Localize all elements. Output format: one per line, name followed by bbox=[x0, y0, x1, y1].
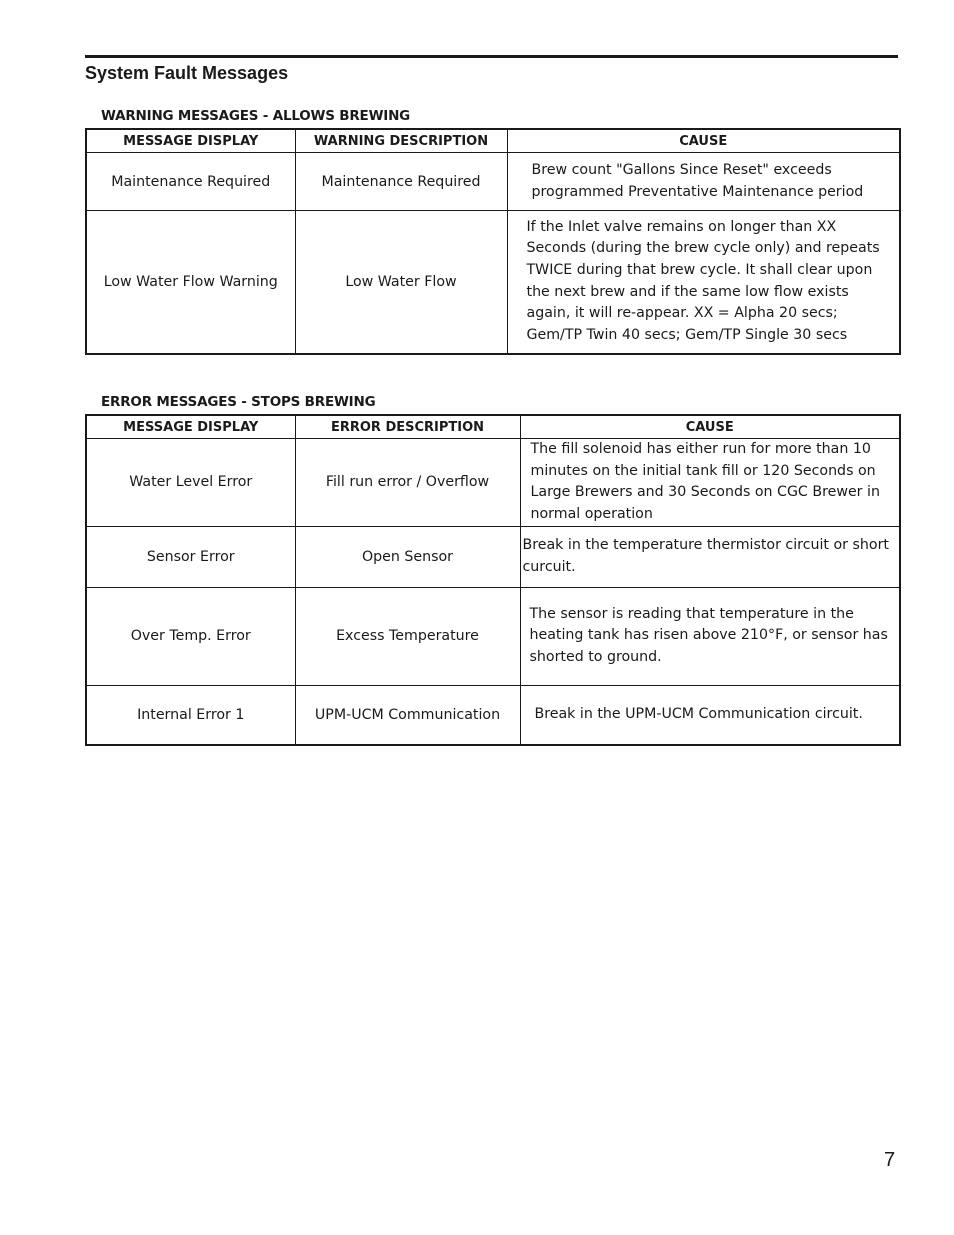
table-row bbox=[86, 439, 900, 527]
description-cell: Excess Temperature bbox=[295, 587, 520, 685]
cause-cell: If the Inlet valve remains on longer than XX Seconds (during the brew cycle only) and repeats TWICE during that brew cycle. It shall clear upon the next brew and if the same low flow exists again, it will re-appear. XX = Alpha 20 secs; Gem/TP Twin 40 secs; Gem/TP Single 30 secs bbox=[507, 211, 900, 354]
warning-messages-table bbox=[85, 128, 901, 355]
column-header-message-display: MESSAGE DISPLAY bbox=[86, 129, 295, 153]
cause-cell: The sensor is reading that temperature in the heating tank has risen above 210°F, or sensor has shorted to ground. bbox=[520, 587, 900, 685]
table-row bbox=[86, 153, 900, 211]
table-header-row bbox=[86, 415, 900, 439]
message-display-cell: Low Water Flow Warning bbox=[86, 211, 295, 354]
cause-cell: The fill solenoid has either run for more than 10 minutes on the initial tank fill or 120 Seconds on Large Brewers and 30 Seconds on CGC Brewer in normal operation bbox=[520, 439, 900, 527]
message-display-cell: Internal Error 1 bbox=[86, 685, 295, 745]
message-display-cell: Sensor Error bbox=[86, 526, 295, 587]
message-display-cell: Maintenance Required bbox=[86, 153, 295, 211]
error-section-heading: ERROR MESSAGES - STOPS BREWING bbox=[101, 394, 376, 410]
cause-cell: Break in the UPM-UCM Communication circuit. bbox=[520, 685, 900, 745]
column-header-cause: CAUSE bbox=[520, 415, 900, 439]
column-header-message-display: MESSAGE DISPLAY bbox=[86, 415, 295, 439]
table-row bbox=[86, 526, 900, 587]
error-messages-table bbox=[85, 414, 901, 746]
table-row bbox=[86, 587, 900, 685]
cause-cell: Brew count "Gallons Since Reset" exceeds programmed Preventative Maintenance period bbox=[507, 153, 900, 211]
description-cell: UPM-UCM Communication bbox=[295, 685, 520, 745]
message-display-cell: Water Level Error bbox=[86, 439, 295, 527]
description-cell: Fill run error / Overflow bbox=[295, 439, 520, 527]
header-rule bbox=[85, 55, 898, 58]
warning-section-heading: WARNING MESSAGES - ALLOWS BREWING bbox=[101, 108, 411, 124]
description-cell: Maintenance Required bbox=[295, 153, 507, 211]
table-row bbox=[86, 685, 900, 745]
description-cell: Open Sensor bbox=[295, 526, 520, 587]
table-header-row bbox=[86, 129, 900, 153]
page-title: System Fault Messages bbox=[85, 63, 289, 83]
column-header-cause: CAUSE bbox=[507, 129, 900, 153]
cause-cell: Break in the temperature thermistor circuit or short curcuit. bbox=[520, 526, 900, 587]
column-header-warning-description: WARNING DESCRIPTION bbox=[295, 129, 507, 153]
description-cell: Low Water Flow bbox=[295, 211, 507, 354]
page-number: 7 bbox=[884, 1149, 896, 1171]
table-row bbox=[86, 211, 900, 354]
message-display-cell: Over Temp. Error bbox=[86, 587, 295, 685]
column-header-error-description: ERROR DESCRIPTION bbox=[295, 415, 520, 439]
